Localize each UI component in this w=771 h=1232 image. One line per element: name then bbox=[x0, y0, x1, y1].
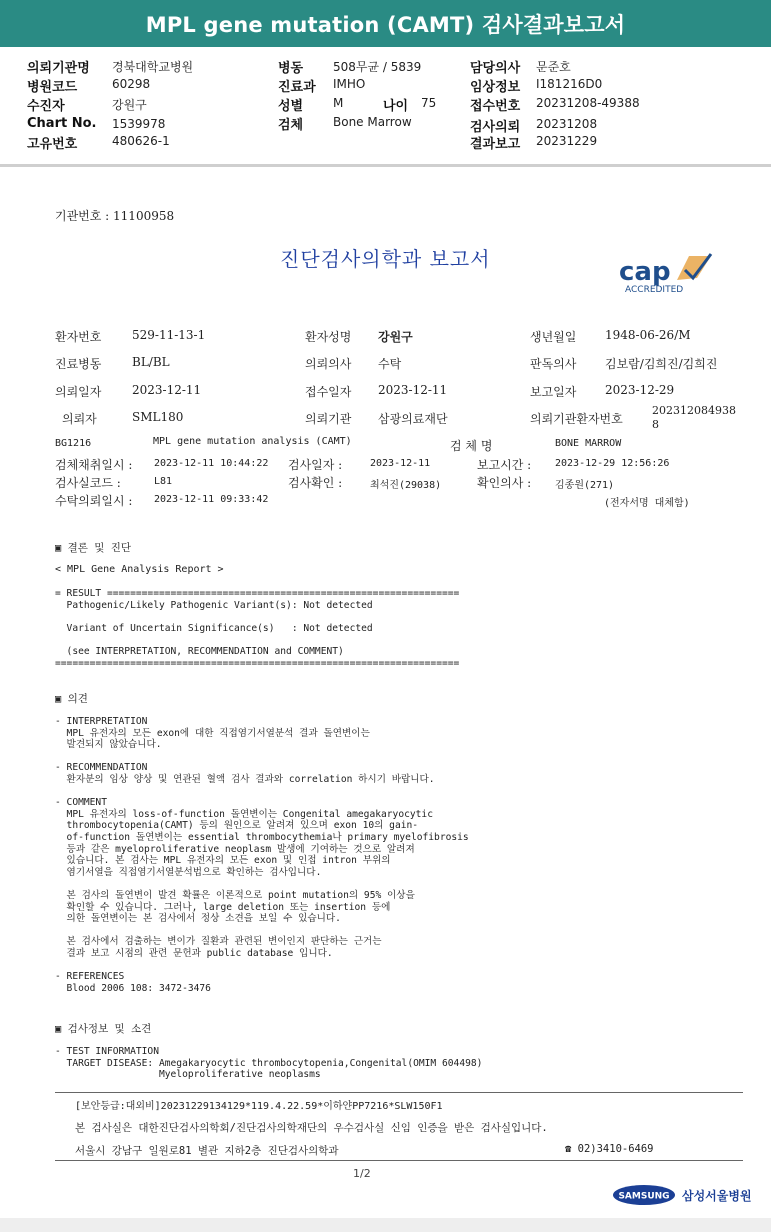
verify-label: 검사확인 : bbox=[288, 476, 343, 490]
label-result-report: 결과보고 bbox=[470, 137, 521, 152]
exam-value: 2023-12-11 bbox=[370, 458, 431, 469]
confirm-value: 김종원(271) bbox=[555, 480, 615, 491]
header-divider bbox=[0, 164, 771, 167]
cap-logo-icon bbox=[615, 250, 715, 296]
label-sex: 성별 bbox=[278, 99, 304, 114]
exam-label: 검사일자 : bbox=[288, 458, 343, 472]
value-hospital-code: 60298 bbox=[112, 77, 151, 91]
pt-value: BL/BL bbox=[132, 355, 170, 369]
lab-address: 서울시 강남구 일원로81 별관 지하2층 진단검사의학과 bbox=[75, 1145, 339, 1157]
room-label: 검사실코드 : bbox=[55, 476, 121, 490]
value-ward: 508무균 / 5839 bbox=[333, 60, 422, 74]
lab-phone: ☎ 02)3410-6469 bbox=[565, 1143, 654, 1155]
pt-value: 1948-06-26/M bbox=[605, 328, 691, 342]
header-info-panel bbox=[0, 48, 771, 163]
pt-label: 진료병동 bbox=[55, 357, 102, 371]
value-dept: IMHO bbox=[333, 77, 366, 91]
pt-value: 2023-12-11 bbox=[132, 383, 202, 397]
collect-label: 검체채취일시 : bbox=[55, 458, 133, 472]
pt-label: 환자번호 bbox=[55, 330, 102, 344]
pt-value: 삼광의료재단 bbox=[378, 412, 448, 426]
section-conclusion-heading: ▣ 결론 및 진단 bbox=[55, 542, 132, 554]
pt-label: 접수일자 bbox=[305, 385, 352, 399]
value-receipt-no: 20231208-49388 bbox=[536, 96, 640, 110]
specimen-value: BONE MARROW bbox=[555, 438, 622, 449]
samsung-logo-icon bbox=[612, 1183, 762, 1207]
confirm-label: 확인의사 : bbox=[477, 476, 532, 490]
label-physician: 담당의사 bbox=[470, 61, 521, 76]
value-test-request: 20231208 bbox=[536, 117, 598, 131]
footer-bottom-rule bbox=[55, 1160, 743, 1161]
institution-number: 기관번호 : 11100958 bbox=[55, 209, 175, 223]
pt-value: 2023-12-29 bbox=[605, 383, 675, 397]
pt-value: 2023-12-11 bbox=[378, 383, 448, 397]
certification-note: 본 검사실은 대한진단검사의학회/진단검사의학재단의 우수검사실 신임 인증을 받은 검사실입니다. bbox=[75, 1122, 548, 1134]
value-patient: 강원구 bbox=[112, 98, 147, 112]
section-testinfo-heading: ▣ 검사정보 및 소견 bbox=[55, 1023, 152, 1035]
label-age: 나이 bbox=[383, 99, 409, 114]
report-title: MPL gene mutation (CAMT) 검사결과보고서 bbox=[145, 12, 626, 37]
page-bottom-strip bbox=[0, 1218, 771, 1232]
cap-accredited-logo bbox=[615, 250, 715, 296]
pt-value: 김보람/김희진/김희진 bbox=[605, 357, 718, 371]
label-receipt-no: 접수번호 bbox=[470, 99, 521, 114]
value-chart-no: 1539978 bbox=[112, 117, 166, 131]
samsung-hospital-name: 삼성서울병원 bbox=[682, 1189, 752, 1203]
label-ward: 병동 bbox=[278, 61, 304, 76]
value-unique-no: 480626-1 bbox=[112, 134, 170, 148]
report-subheader: < MPL Gene Analysis Report > bbox=[55, 564, 224, 575]
pt-label: 의뢰자 bbox=[62, 412, 97, 426]
pt-label: 의뢰기관 bbox=[305, 412, 352, 426]
page-number: 1/2 bbox=[353, 1167, 371, 1180]
value-ordering-institution: 경북대학교병원 bbox=[112, 60, 194, 74]
pt-label: 보고일자 bbox=[530, 385, 577, 399]
value-sex: M bbox=[333, 96, 344, 110]
label-chart-no: Chart No. bbox=[27, 116, 97, 131]
report-time-label: 보고시간 : bbox=[477, 458, 532, 472]
pt-label: 생년월일 bbox=[530, 330, 577, 344]
value-clinical-info: I181216D0 bbox=[536, 77, 603, 91]
security-line: [보안등급:대외비]20231229134129*119.4.22.59*이하얀PP7216*SLW150F1 bbox=[75, 1101, 443, 1112]
report-time-value: 2023-12-29 12:56:26 bbox=[555, 458, 670, 469]
value-age: 75 bbox=[421, 96, 437, 110]
pt-value: 강원구 bbox=[378, 330, 413, 344]
test-code: BG1216 bbox=[55, 438, 92, 449]
testinfo-block: - TEST INFORMATION TARGET DISEASE: Amegakaryocytic thrombocytopenia,Congenital(OMIM 604498) Myeloproliferative neoplasms bbox=[55, 1046, 483, 1081]
request-value: 2023-12-11 09:33:42 bbox=[154, 494, 269, 505]
request-label: 수탁의뢰일시 : bbox=[55, 494, 133, 508]
label-clinical-info: 임상정보 bbox=[470, 80, 521, 95]
verify-value: 최석진(29038) bbox=[370, 480, 442, 491]
esign-note: (전자서명 대체함) bbox=[604, 498, 690, 509]
value-specimen: Bone Marrow bbox=[333, 115, 412, 129]
cap-logo-subtext: ACCREDITED bbox=[625, 285, 684, 295]
pt-label: 환자성명 bbox=[305, 330, 352, 344]
value-physician: 문준호 bbox=[536, 60, 571, 74]
collect-value: 2023-12-11 10:44:22 bbox=[154, 458, 269, 469]
label-dept: 진료과 bbox=[278, 80, 316, 95]
pt-label: 의뢰기관환자번호 bbox=[530, 412, 623, 426]
label-patient: 수진자 bbox=[27, 99, 65, 114]
label-ordering-institution: 의뢰기관명 bbox=[27, 61, 90, 76]
pt-value-wrap: 8 bbox=[652, 418, 659, 431]
samsung-hospital-logo bbox=[612, 1183, 762, 1207]
label-specimen: 검체 bbox=[278, 118, 304, 133]
pt-label: 의뢰의사 bbox=[305, 357, 352, 371]
footer-top-rule bbox=[55, 1092, 743, 1093]
pt-label: 의뢰일자 bbox=[55, 385, 102, 399]
samsung-logo-text: SAMSUNG bbox=[618, 1191, 670, 1202]
pt-value: SML180 bbox=[132, 410, 184, 424]
label-test-request: 검사의뢰 bbox=[470, 120, 521, 135]
pt-value: 529-11-13-1 bbox=[132, 328, 206, 342]
opinion-block: - INTERPRETATION MPL 유전자의 모든 exon에 대한 직접염기서열분석 결과 돌연변이는 발견되지 않았습니다. - RECOMMENDATION 환자분의 임상 양상 및 연관된 혈액 검사 결과와 correlation 하시기 바랍니다. - COMMENT MPL 유전자의 loss-of-function 돌연변이는 Congenital amegakaryocytic thrombocytopenia(CAMT) 등의 원인으로 알려져 있으며 exon 10의 gain- of-function 돌연변이는 essential thrombocythemia나 primary myelofibrosis 등과 같은 myeloproliferative neoplasm 발생에 기여하는 것으로 알려져 있습니다. 본 검사는 MPL 유전자의 모든 exon 및 인접 intron 부위의 염기서열을 직접염기서열분석법으로 확인하는 검사입니다. 본 검사의 돌연변이 발견 확률은 이론적으로 point mutation의 95% 이상을 확인할 수 있습니다. 그러나, large deletion 또는 insertion 등에 의한 돌연변이는 본 검사에서 정상 소견을 보일 수 있습니다. 본 검사에서 검출하는 변이가 질환과 관련된 변이인지 판단하는 근거는 결과 보고 시점의 관련 문헌과 public database 입니다. - REFERENCES Blood 2006 108: 3472-3476 bbox=[55, 716, 469, 994]
value-result-report: 20231229 bbox=[536, 134, 598, 148]
room-value: L81 bbox=[154, 476, 173, 487]
test-name: MPL gene mutation analysis (CAMT) bbox=[153, 436, 352, 447]
document-title: 진단검사의학과 보고서 bbox=[280, 247, 491, 271]
specimen-label: 검 체 명 bbox=[450, 439, 493, 453]
pt-value: 202312084938 bbox=[652, 404, 736, 417]
cap-logo-text: cap bbox=[619, 257, 671, 287]
report-title-bar bbox=[0, 0, 771, 47]
pt-label: 판독의사 bbox=[530, 357, 577, 371]
pt-value: 수탁 bbox=[378, 357, 402, 371]
section-opinion-heading: ▣ 의견 bbox=[55, 693, 88, 705]
label-unique-no: 고유번호 bbox=[27, 137, 78, 152]
label-hospital-code: 병원코드 bbox=[27, 80, 78, 95]
result-block: = RESULT ============================================================= Pathogenic/Likely Pathogenic Variant(s): Not detected Variant of Uncertain Significance(s) : Not detected (see INTERPRETATION, RECOMMENDATION and COMMENT) ====================================================================== bbox=[55, 588, 460, 669]
